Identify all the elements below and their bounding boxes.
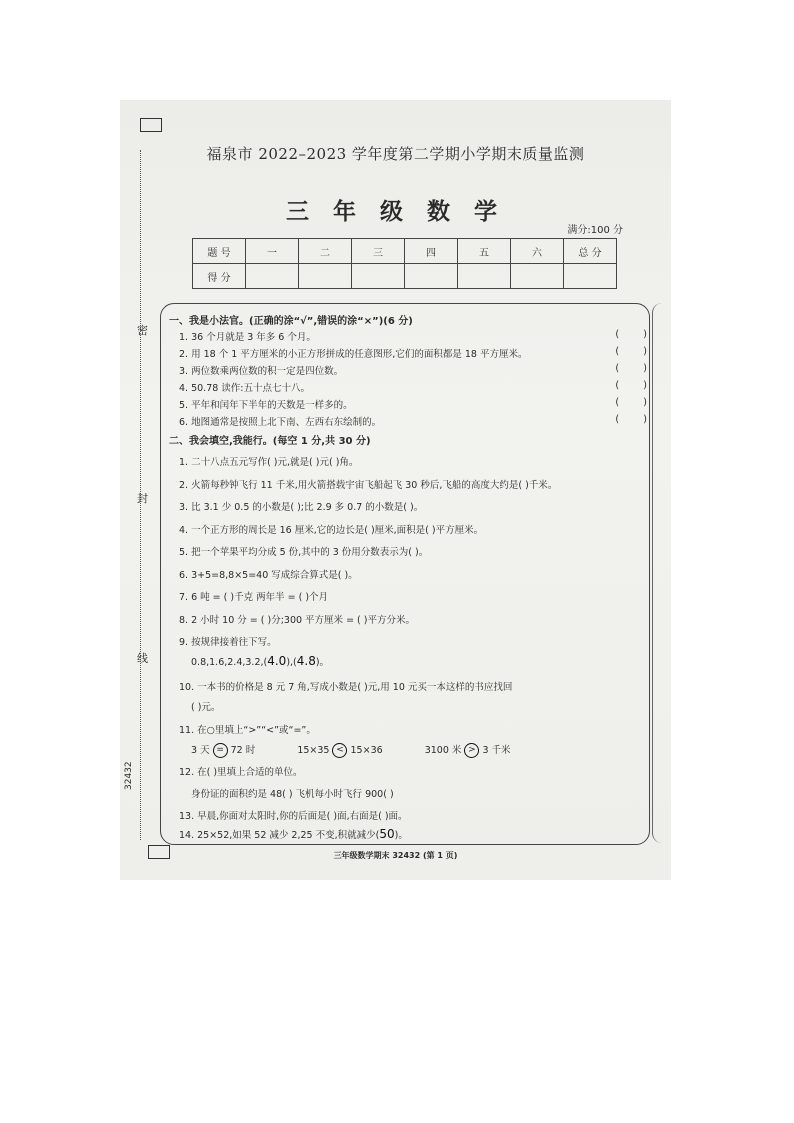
section2-item: 13. 早晨,你面对太阳时,你的后面是( )面,右面是( )面。 [179, 811, 408, 822]
score-input-cell [405, 264, 458, 289]
exam-header-title: 福泉市 2022–2023 学年度第二学期小学期末质量监测 [206, 145, 585, 163]
seal-feng: 封 [137, 492, 148, 505]
score-input-cell [564, 264, 617, 289]
section1-item: 5. 平年和闰年下半年的天数是一样多的。 ( ) [179, 397, 647, 411]
section2-item: 1. 二十八点五元写作( )元,就是( )元( )角。 [179, 457, 359, 468]
section2-item-continuation: 身份证的面积约是 48( ) 飞机每小时飞行 900( ) [191, 789, 394, 800]
score-cell: 题 号 [193, 239, 246, 264]
score-input-cell [511, 264, 564, 289]
section1-title: 一、我是小法官。(正确的涂“√”,错误的涂“×”)(6 分) [169, 316, 413, 327]
section2-item: 5. 把一个苹果平均分成 5 份,其中的 3 份用分数表示为( )。 [179, 547, 429, 558]
section1-item: 6. 地图通常是按照上北下南、左西右东绘制的。 ( ) [179, 414, 647, 428]
section2-item: 12. 在( )里填上合适的单位。 [179, 767, 303, 778]
section2-item: 9. 按规律接着往下写。 [179, 637, 277, 648]
section1-item: 1. 36 个月就是 3 年多 6 个月。 ( ) [179, 329, 647, 343]
compare-circle: > [464, 743, 479, 758]
score-cell: 三 [352, 239, 405, 264]
section2-item-continuation: ( )元。 [191, 702, 221, 713]
score-table-score-row [193, 264, 617, 289]
score-cell: 总 分 [564, 239, 617, 264]
score-table [192, 238, 617, 289]
page-footer: 三年级数学期末 32432 (第 1 页) [333, 851, 458, 860]
section2-item: 4. 一个正方形的周长是 16 厘米,它的边长是( )厘米,面积是( )平方厘米。 [179, 525, 484, 536]
full-score: 满分:100 分 [567, 225, 623, 236]
handwritten-answer: 4.0 [267, 654, 287, 668]
handwritten-answer: 4.8 [296, 654, 316, 668]
handwritten-answer: 50 [379, 827, 395, 841]
score-input-cell [246, 264, 299, 289]
section2-item: 6. 3+5=8,8×5=40 写成综合算式是( )。 [179, 570, 358, 581]
q14-line: 14. 25×52,如果 52 减少 2,25 不变,积就减少(50)。 [179, 827, 408, 841]
score-cell: 四 [405, 239, 458, 264]
q9-sequence: 0.8,1.6,2.4,3.2,(4.0),(4.8)。 [191, 654, 330, 668]
exam-subject-title: 三 年 级 数 学 [285, 198, 506, 225]
score-cell: 一 [246, 239, 299, 264]
exam-photo [120, 100, 671, 880]
section2-item: 11. 在○里填上“>”“<”或“=”。 [179, 725, 316, 736]
section1-item: 3. 两位数乘两位数的积一定是四位数。 ( ) [179, 363, 647, 377]
section2-item: 2. 火箭每秒钟飞行 11 千米,用火箭搭载宇宙飞船起飞 30 秒后,飞船的高度大约是( )千米。 [179, 480, 558, 491]
score-table-header-row [193, 239, 617, 264]
score-cell: 得 分 [193, 264, 246, 289]
seal-xian: 线 [137, 652, 148, 665]
corner-box-top [140, 118, 162, 132]
score-cell: 六 [511, 239, 564, 264]
section1-item: 2. 用 18 个 1 平方厘米的小正方形拼成的任意图形,它们的面积都是 18 平方厘米。 ( ) [179, 346, 647, 360]
score-input-cell [352, 264, 405, 289]
section2-item: 7. 6 吨 = ( )千克 两年半 = ( )个月 [179, 592, 329, 603]
score-cell: 二 [299, 239, 352, 264]
score-input-cell [458, 264, 511, 289]
score-input-cell [299, 264, 352, 289]
section2-item: 8. 2 小时 10 分 = ( )分;300 平方厘米 = ( )平方分米。 [179, 615, 415, 626]
score-cell: 五 [458, 239, 511, 264]
seal-mi: 密 [137, 324, 148, 337]
section2-item: 3. 比 3.1 少 0.5 的小数是( );比 2.9 多 0.7 的小数是( )。 [179, 502, 424, 513]
compare-circle: < [332, 743, 347, 758]
section2-item: 10. 一本书的价格是 8 元 7 角,写成小数是( )元,用 10 元买一本这样的书应找回 [179, 682, 513, 693]
seal-code: 32432 [124, 761, 134, 790]
questions-box [160, 303, 650, 845]
section2-title: 二、我会填空,我能行。(每空 1 分,共 30 分) [169, 436, 371, 447]
compare-circle: = [213, 743, 228, 758]
section1-item: 4. 50.78 读作:五十点七十八。 ( ) [179, 380, 647, 394]
next-page-edge [652, 303, 671, 843]
q11-compare-row: 3 天 = 72 时 15×35 < 15×36 3100 米 > 3 千米 [191, 745, 511, 756]
